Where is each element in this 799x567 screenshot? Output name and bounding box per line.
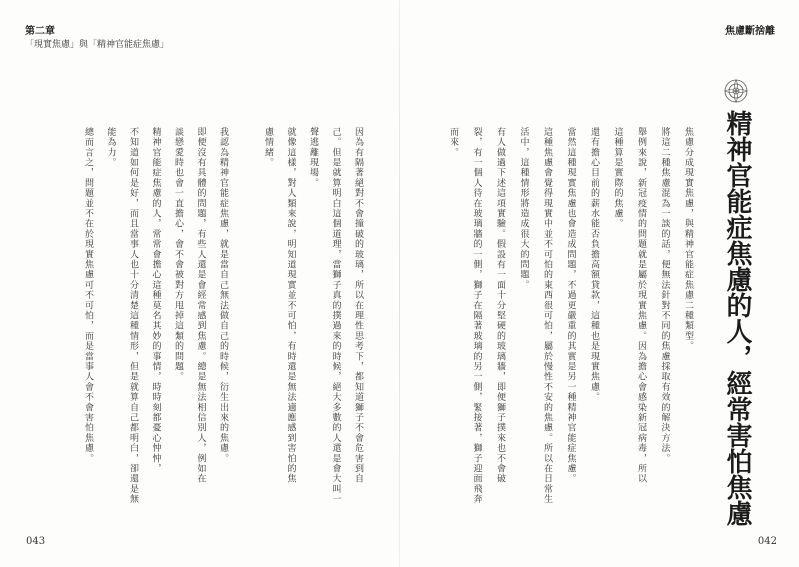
running-title: 焦慮斷捨離: [725, 26, 775, 37]
chapter-label: 第二章: [25, 26, 55, 37]
text-column: 當然這種現實焦慮也會造成問題，不過更嚴重的其實是另一種精神官能症焦慮。: [565, 127, 576, 484]
text-column: 將這二種焦慮混為一談的話，便無法針對不同的焦慮採取有效的解決方法。: [659, 127, 670, 464]
text-column: 聲逃離現場。: [308, 127, 318, 189]
text-column: 這種焦慮會覺得現實中並不可怕的東西很可怕，屬於慢性不安的焦慮。所以在日常生: [542, 127, 552, 505]
text-column: 有人做過下述這項實驗。假設有一面十分堅硬的玻璃牆，即便獅子撲來也不會破: [495, 127, 505, 484]
text-column: 總而言之，問題並不在於現實焦慮可不可怕，而是當事人會不會害怕焦慮。: [83, 127, 93, 464]
text-column: 即便沒有具體的問題，有些人還是會經常感到焦慮。總是無法相信別人，例如在: [195, 127, 206, 484]
chapter-subtitle: 「現實焦慮」與「精神官能症焦慮」: [25, 40, 170, 50]
text-column: 活中，這種情形將造成很大的問題。: [518, 127, 529, 291]
text-column: 因為有隔著絕對不會撞破的玻璃，所以在理性思考下，都知道獅子不會危害到自: [353, 127, 363, 484]
text-column: 精神官能症焦慮的人，常常會擔心這種莫名其妙的事情，時時刻都憂心忡忡，: [150, 127, 161, 474]
text-column: 而來。: [448, 127, 458, 158]
text-column: 己。但是就算明白這個道理，當獅子真的撲過來的時候，絕大多數的人還是會大叫一: [330, 127, 341, 505]
text-column: 舉例來說，新冠疫情的問題就是屬於現實焦慮。因為擔心會感染新冠病毒，所以: [636, 127, 646, 484]
text-column: 談戀愛時也會一直擔心，會不會被對方甩掉這類的問題。: [173, 127, 183, 382]
text-column: 就像這樣，對人類來說，明知道現實並不可怕，有時還是無法適應感到害怕的焦: [285, 127, 296, 484]
text-column: 慮情緒。: [263, 127, 273, 168]
text-column: 能為力。: [105, 127, 116, 168]
text-column: 焦慮分成現實焦慮，與精神官能症焦慮二種類型。: [683, 127, 693, 352]
flower-ornament-icon: [723, 78, 749, 104]
text-column: 不知道如何是好，而且當事人也十分清楚這種情形，但是就算自己都明白，卻還是無: [128, 127, 138, 505]
text-column: 裂，有一個人待在玻璃牆的一側，獅子在隔著玻璃的另一側，緊接著，獅子迎面飛奔: [471, 127, 482, 505]
page-gutter: [399, 0, 400, 567]
text-column: 這種算是實際的焦慮。: [612, 127, 623, 229]
page-number-right: 042: [757, 536, 777, 547]
section-title: 精神官能症焦慮的人，經常害怕焦慮: [722, 110, 752, 526]
text-column: 還有擔心目前的薪水能否負擔高額貸款，這種也是現實焦慮。: [589, 127, 599, 403]
text-column: 我認為精神官能症焦慮，就是當自己無法做自己的時候，衍生出來的焦慮。: [218, 127, 228, 464]
page-number-left: 043: [26, 536, 46, 547]
